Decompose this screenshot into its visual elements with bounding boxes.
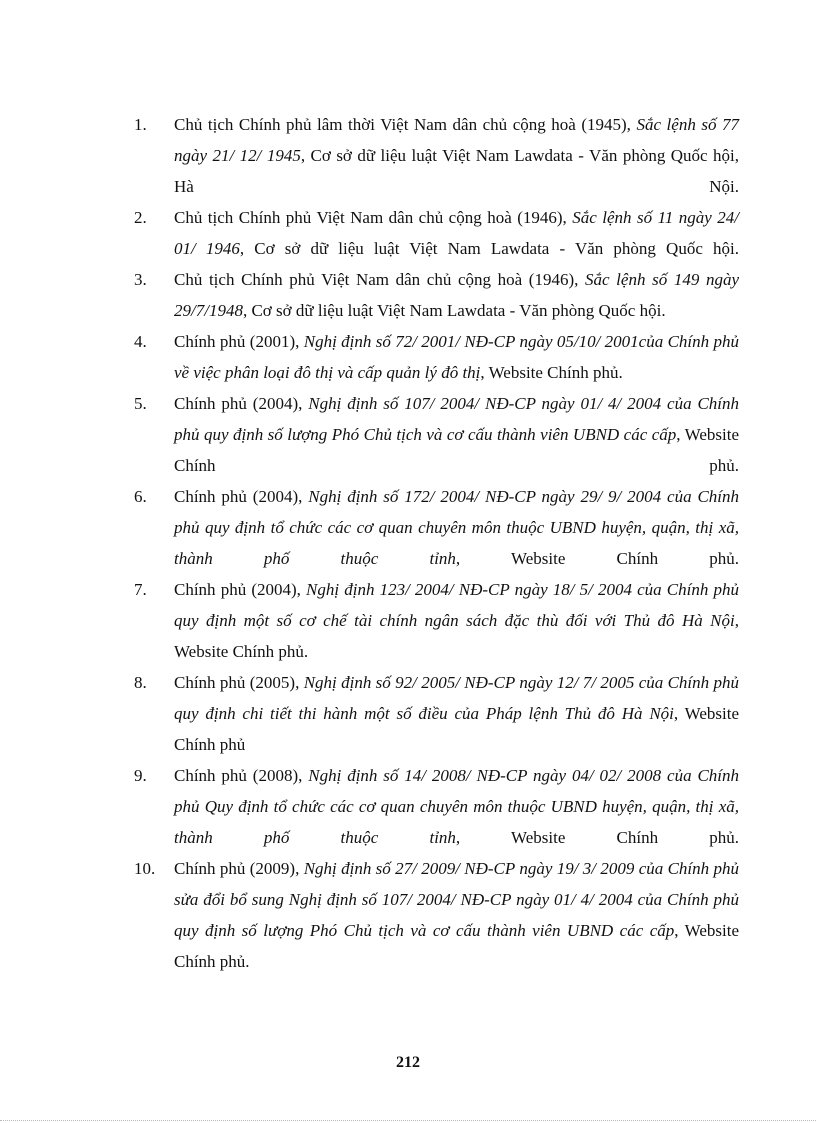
reference-title: Sắc lệnh số 77 ngày 21/ 12/ 1945 xyxy=(174,115,739,165)
reference-source: , Cơ sở dữ liệu luật Việt Nam Lawdata - Văn phòng Quốc hội, Hà Nội. xyxy=(174,146,740,196)
reference-number: 1. xyxy=(134,115,147,134)
reference-author: Chính phủ (2001), xyxy=(174,332,304,351)
page-number: 212 xyxy=(396,1054,420,1071)
reference-number: 4. xyxy=(134,332,147,351)
reference-title: Nghị định số 107/ 2004/ NĐ-CP ngày 01/ 4/ 2004 của Chính phủ quy định số lượng Phó Chủ tịch và cơ cấu thành viên UBND các cấp xyxy=(174,394,740,444)
reference-author: Chính phủ (2005), xyxy=(174,673,304,692)
reference-number: 3. xyxy=(134,270,147,289)
reference-item-8 xyxy=(134,667,739,760)
reference-author: Chủ tịch Chính phủ lâm thời Việt Nam dân chủ cộng hoà (1945), xyxy=(174,115,637,134)
reference-title: Nghị định 123/ 2004/ NĐ-CP ngày 18/ 5/ 2004 của Chính phủ quy định một số cơ chế tài chính ngân sách đặc thù đối với Thủ đô Hà Nội xyxy=(174,580,739,630)
reference-title: Nghị định số 14/ 2008/ NĐ-CP ngày 04/ 02/ 2008 của Chính phủ Quy định tổ chức các cơ quan chuyên môn thuộc UBND huyện, quận, thị xã, thành phố thuộc tỉnh xyxy=(174,766,740,847)
reference-source: , Website Chính phủ. xyxy=(455,549,739,568)
reference-author: Chính phủ (2004), xyxy=(174,580,307,599)
reference-title: Nghị định số 27/ 2009/ NĐ-CP ngày 19/ 3/ 2009 của Chính phủ sửa đổi bổ sung Nghị định số 107/ 2004/ NĐ-CP ngày 01/ 4/ 2004 của Chính phủ quy định số lượng Phó Chủ tịch và cơ cấu thành viên UBND các cấp xyxy=(174,859,740,940)
reference-source: , Cơ sở dữ liệu luật Việt Nam Lawdata - Văn phòng Quốc hội. xyxy=(239,239,739,258)
reference-item-7 xyxy=(134,574,739,667)
reference-item-4 xyxy=(134,326,739,388)
page-bottom-rule xyxy=(0,1120,816,1121)
reference-source: , Cơ sở dữ liệu luật Việt Nam Lawdata - Văn phòng Quốc hội. xyxy=(242,301,666,320)
reference-title: Sắc lệnh số 11 ngày 24/ 01/ 1946 xyxy=(174,208,740,258)
reference-source: , Website Chính phủ. xyxy=(174,425,740,475)
reference-source: , Website Chính phủ. xyxy=(174,921,740,971)
reference-item-5 xyxy=(134,388,739,481)
reference-title: Nghị định số 172/ 2004/ NĐ-CP ngày 29/ 9/ 2004 của Chính phủ quy định tổ chức các cơ quan chuyên môn thuộc UBND huyện, quận, thị xã, thành phố thuộc tỉnh xyxy=(174,487,740,568)
reference-source: , Website Chính phủ. xyxy=(480,363,623,382)
reference-item-9 xyxy=(134,760,739,853)
reference-item-6 xyxy=(134,481,739,574)
reference-author: Chính phủ (2008), xyxy=(174,766,309,785)
reference-author: Chính phủ (2004), xyxy=(174,487,309,506)
reference-number: 10. xyxy=(134,859,156,878)
reference-source: , Website Chính phủ xyxy=(174,704,740,754)
reference-title: Nghị định số 72/ 2001/ NĐ-CP ngày 05/10/ 2001của Chính phủ về việc phân loại đô thị và cấp quản lý đô thị xyxy=(174,332,740,382)
reference-item-1 xyxy=(134,109,739,202)
reference-title: Nghị định số 92/ 2005/ NĐ-CP ngày 12/ 7/ 2005 của Chính phủ quy định chi tiết thi hành một số điều của Pháp lệnh Thủ đô Hà Nội xyxy=(174,673,740,723)
reference-number: 5. xyxy=(134,394,147,413)
reference-source: , Website Chính phủ. xyxy=(455,828,739,847)
reference-author: Chủ tịch Chính phủ Việt Nam dân chủ cộng hoà (1946), xyxy=(174,270,586,289)
reference-number: 7. xyxy=(134,580,147,599)
reference-item-3 xyxy=(134,264,739,326)
reference-number: 6. xyxy=(134,487,147,506)
reference-number: 2. xyxy=(134,208,147,227)
reference-author: Chính phủ (2004), xyxy=(174,394,309,413)
reference-source: , Website Chính phủ. xyxy=(174,611,739,661)
reference-number: 8. xyxy=(134,673,147,692)
reference-item-10 xyxy=(134,853,739,977)
reference-list xyxy=(134,109,739,977)
reference-author: Chính phủ (2009), xyxy=(174,859,304,878)
reference-number: 9. xyxy=(134,766,147,785)
reference-item-2 xyxy=(134,202,739,264)
reference-title: Sắc lệnh số 149 ngày 29/7/1948 xyxy=(174,270,739,320)
reference-author: Chủ tịch Chính phủ Việt Nam dân chủ cộng hoà (1946), xyxy=(174,208,573,227)
